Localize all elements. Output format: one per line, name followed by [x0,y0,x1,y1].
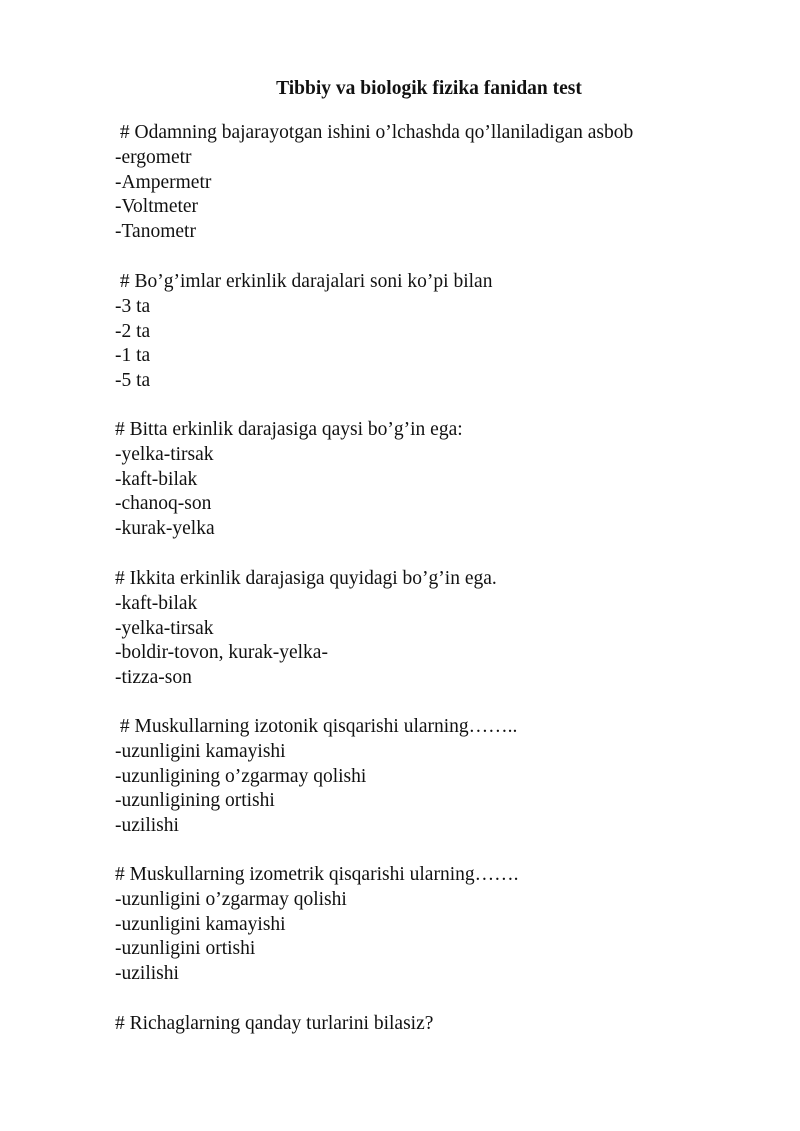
answer-option: -kaft-bilak [115,592,198,614]
answer-option: -uzunligini ortishi [115,938,256,960]
answer-option: -2 ta [115,320,151,342]
question-block-6 [115,863,775,987]
answer-option: -3 ta [115,295,151,317]
document-title: Tibbiy va biologik fizika fanidan test [276,78,582,99]
answer-option: -kaft-bilak [115,468,198,490]
question-block-2 [115,270,775,394]
answer-option: -uzilishi [115,963,179,985]
question-text: # Ikkita erkinlik darajasiga quyidagi bo’g’in ega. [115,568,497,589]
question-text: # Bitta erkinlik darajasiga qaysi bo’g’in ega: [115,419,463,440]
question-text: # Richaglarning qanday turlarini bilasiz? [115,1013,434,1034]
question-block-7 [115,1012,775,1037]
question-text: # Muskullarning izometrik qisqarishi ularning……. [115,864,519,885]
answer-option: -uzunligining ortishi [115,790,275,812]
question-text: # Odamning bajarayotgan ishini o’lchashda qo’llaniladigan asbob [115,122,634,143]
answer-option: -5 ta [115,370,151,392]
answer-option: -tizza-son [115,667,192,689]
answer-option: -uzilishi [115,815,179,837]
answer-option: -Voltmeter [115,196,199,218]
answer-options [115,740,775,839]
question-block-4 [115,567,775,691]
question-block-3 [115,418,775,542]
answer-option: -Ampermetr [115,171,212,193]
answer-option: -uzunligini kamayishi [115,913,286,935]
answer-option: -1 ta [115,345,151,367]
answer-option: -uzunligini o’zgarmay qolishi [115,888,347,910]
question-text: # Muskullarning izotonik qisqarishi ularning…….. [115,716,518,737]
answer-option: -uzunligini kamayishi [115,740,286,762]
question-block-1 [115,121,775,245]
answer-option: -yelka-tirsak [115,443,214,465]
answer-option: -ergometr [115,146,192,168]
answer-option: -uzunligining o’zgarmay qolishi [115,765,367,787]
answer-options [115,443,775,542]
answer-option: -kurak-yelka [115,518,215,540]
answer-options [115,888,775,987]
question-block-5 [115,715,775,839]
answer-options [115,295,775,394]
question-text: # Bo’g’imlar erkinlik darajalari soni ko’pi bilan [115,271,493,292]
answer-option: -yelka-tirsak [115,617,214,639]
answer-options [115,592,775,691]
answer-options [115,146,775,245]
answer-option: -chanoq-son [115,493,212,515]
answer-option: -Tanometr [115,221,196,243]
answer-option: -boldir-tovon, kurak-yelka- [115,642,328,664]
